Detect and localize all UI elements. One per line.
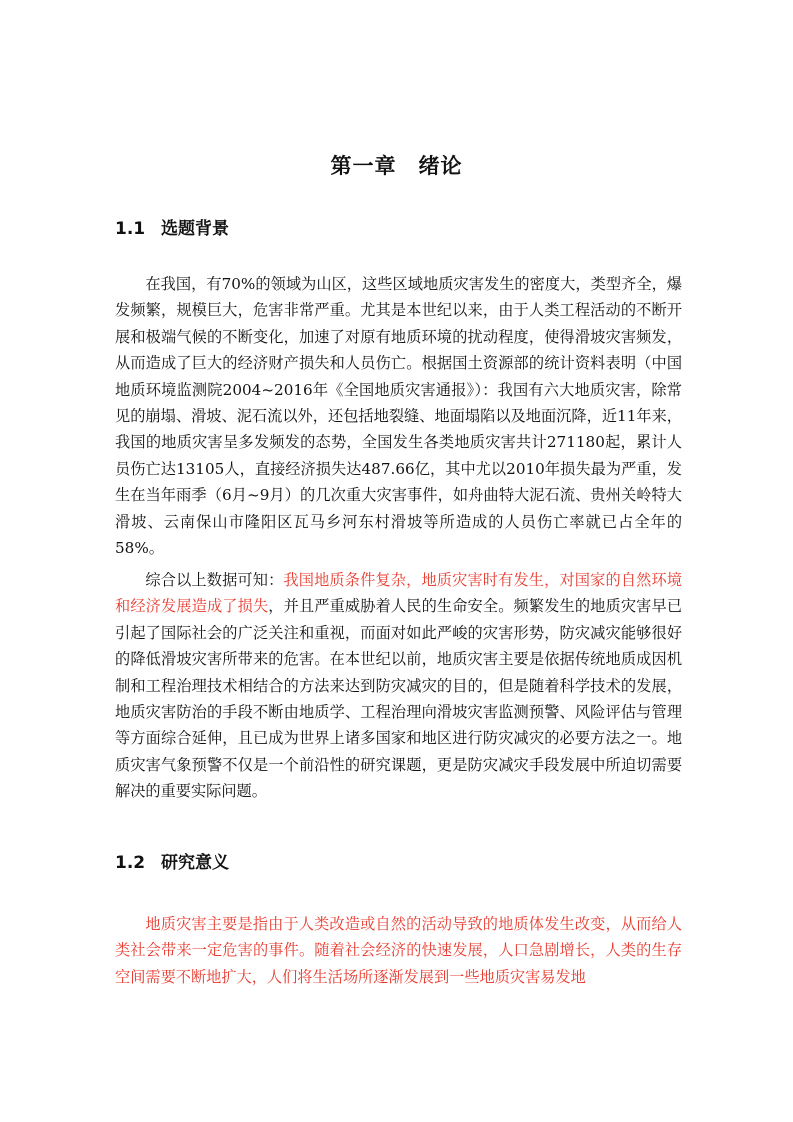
chapter-title: 第一章 绪论 <box>330 154 463 178</box>
text-segment: ，并且严重威胁着人民的生命安全。频繁发生的地质灾害早已引起了国际社会的广泛关注和重视，而面对如此严峻的灾害形势，防灾减灾能够很好的降低滑坡灾害所带来的危害。在本世纪以前，地质灾害主要是依据传统地质成因机制和工程治理技术相结合的方法来达到防灾减灾的目的，但是随着科学技术的发展，地质灾害防治的手段不断由地质学、工程治理向滑坡灾害监测预警、风险评估与管理等方面综合延伸，且已成为世界上诸多国家和地区进行防灾减灾的必要方法之一。地质灾害气象预警不仅是一个前沿性的研究课题，更是防灾减灾手段发展中所迫切需要解决的重要实际问题。 <box>115 597 682 801</box>
paragraph-significance-1 <box>115 911 682 990</box>
section-title: 研究意义 <box>161 853 229 873</box>
text-segment: 在我国，有70%的领域为山区，这些区域地质灾害发生的密度大，类型齐全，爆发频繁，规模巨大，危害非常严重。尤其是本世纪以来，由于人类工程活动的不断开展和极端气候的不断变化，加速了对原有地质环境的扰动程度，使得滑坡灾害频发，从而造成了巨大的经济财产损失和人员伤亡。根据国土资源部的统计资料表明（中国地质环境监测院2004~2016年《全国地质灾害通报》）：我国有六大地质灾害，除常见的崩塌、滑坡、泥石流以外，还包括地裂缝、地面塌陷以及地面沉降，近11年来，我国的地质灾害呈多发频发的态势，全国发生各类地质灾害共计271180起，累计人员伤亡达13105人，直接经济损失达487.66亿，其中尤以2010年损失最为严重，发生在当年雨季（6月~9月）的几次重大灾害事件，如舟曲特大泥石流、贵州关岭特大滑坡、云南保山市隆阳区瓦马乡河东村滑坡等所造成的人员伤亡率就已占全年的58%。 <box>115 275 682 558</box>
section-heading-1-2 <box>115 848 229 873</box>
section-heading-1-1 <box>115 214 229 239</box>
highlighted-text-segment: 我国地质条件复杂，地质灾害时有发生，对国家的自然环境和经济发展造成了损失 <box>115 571 683 616</box>
section-title: 选题背景 <box>161 219 229 239</box>
paragraph-background-1 <box>115 271 682 561</box>
highlighted-text-segment: 地质灾害主要是指由于人类改造或自然的活动导致的地质体发生改变，从而给人类社会带来一定危害的事件。随着社会经济的快速发展，人口急剧增长，人类的生存空间需要不断地扩大，人们将生活场所逐渐发展到一些地质灾害易发地 <box>115 915 682 986</box>
section-number: 1.2 <box>115 853 146 873</box>
text-segment: 综合以上数据可知： <box>145 571 284 589</box>
paragraph-background-2 <box>115 567 682 805</box>
section-number: 1.1 <box>115 219 146 239</box>
